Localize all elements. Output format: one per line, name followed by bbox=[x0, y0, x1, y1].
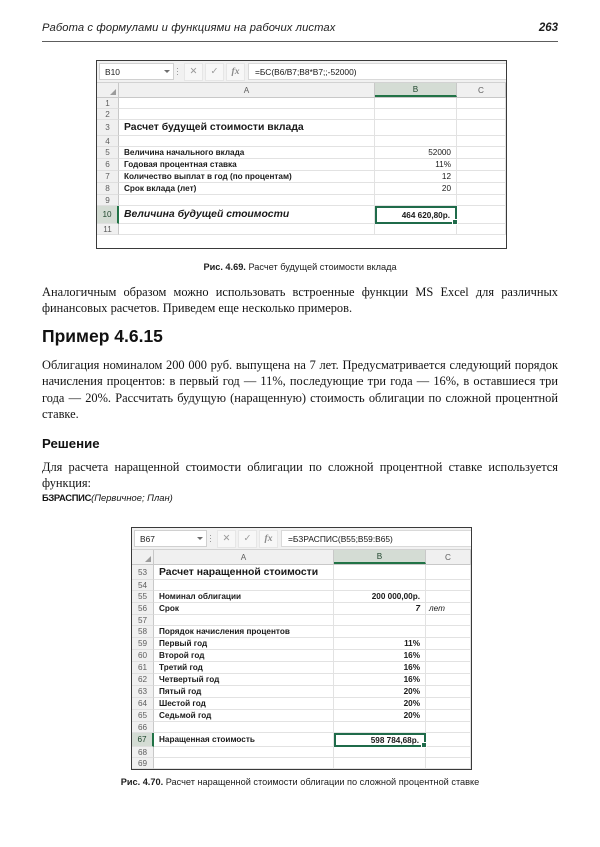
row-header[interactable]: 58 bbox=[132, 626, 154, 638]
insert-function-icon[interactable]: fx bbox=[259, 530, 278, 548]
row-header[interactable]: 63 bbox=[132, 686, 154, 698]
cell-a10[interactable]: Величина будущей стоимости bbox=[119, 206, 375, 224]
select-all-corner[interactable] bbox=[97, 83, 119, 97]
worksheet-row[interactable] bbox=[132, 662, 471, 674]
figure-caption-2-label: Рис. 4.70. bbox=[120, 777, 164, 787]
column-header-a[interactable]: A bbox=[119, 83, 375, 97]
cell-a59[interactable]: Первый год bbox=[154, 638, 334, 650]
column-header-b[interactable]: B bbox=[334, 550, 426, 564]
cell-a55[interactable]: Номинал облигации bbox=[154, 591, 334, 603]
worksheet-row[interactable] bbox=[97, 98, 506, 109]
worksheet-grid[interactable] bbox=[132, 565, 471, 769]
name-box[interactable] bbox=[99, 63, 174, 80]
worksheet-row[interactable] bbox=[97, 109, 506, 120]
cell-b69[interactable] bbox=[334, 758, 426, 769]
cell-c55[interactable] bbox=[426, 591, 471, 603]
cell-c3[interactable] bbox=[457, 120, 506, 136]
function-signature bbox=[42, 492, 558, 503]
cell-a54[interactable] bbox=[154, 580, 334, 591]
cell-c53[interactable] bbox=[426, 565, 471, 580]
cell-b2[interactable] bbox=[375, 109, 457, 120]
row-header[interactable]: 8 bbox=[97, 183, 119, 195]
cell-b53[interactable] bbox=[334, 565, 426, 580]
worksheet-row[interactable] bbox=[132, 710, 471, 722]
select-all-corner[interactable] bbox=[132, 550, 154, 564]
cell-a66[interactable] bbox=[154, 722, 334, 733]
row-header[interactable]: 66 bbox=[132, 722, 154, 733]
column-header-c[interactable]: C bbox=[457, 83, 506, 97]
excel-screenshot-accrued-value bbox=[131, 527, 472, 770]
figure-caption-1-label: Рис. 4.69. bbox=[203, 262, 246, 272]
cell-a64[interactable]: Шестой год bbox=[154, 698, 334, 710]
worksheet-row[interactable] bbox=[132, 758, 471, 769]
row-header[interactable]: 9 bbox=[97, 195, 119, 206]
cancel-icon[interactable]: ✕ bbox=[217, 530, 236, 548]
worksheet-row[interactable] bbox=[132, 733, 471, 747]
cell-b4[interactable] bbox=[375, 136, 457, 147]
row-header[interactable]: 64 bbox=[132, 698, 154, 710]
enter-icon[interactable]: ✓ bbox=[205, 63, 224, 81]
cell-c11[interactable] bbox=[457, 224, 506, 235]
cell-b6[interactable]: 11% bbox=[375, 159, 457, 171]
cell-b8[interactable]: 20 bbox=[375, 183, 457, 195]
row-header[interactable]: 60 bbox=[132, 650, 154, 662]
cell-c2[interactable] bbox=[457, 109, 506, 120]
cell-b3[interactable] bbox=[375, 120, 457, 136]
worksheet-row[interactable] bbox=[132, 747, 471, 758]
cell-c54[interactable] bbox=[426, 580, 471, 591]
column-header-b[interactable]: B bbox=[375, 83, 457, 97]
cell-a6[interactable]: Годовая процентная ставка bbox=[119, 159, 375, 171]
column-header-row bbox=[132, 550, 471, 565]
figure-caption-2-text: Расчет наращенной стоимости облигации по сложной процентной ставке bbox=[165, 777, 480, 787]
cell-b10[interactable]: 464 620,80р. bbox=[375, 206, 457, 224]
enter-icon[interactable]: ✓ bbox=[238, 530, 257, 548]
cell-a53[interactable]: Расчет наращенной стоимости bbox=[154, 565, 334, 580]
worksheet-row[interactable] bbox=[97, 183, 506, 195]
chevron-down-icon[interactable] bbox=[164, 70, 170, 73]
cell-c66[interactable] bbox=[426, 722, 471, 733]
worksheet-row[interactable] bbox=[97, 206, 506, 224]
cell-a58[interactable]: Порядок начисления процентов bbox=[154, 626, 334, 638]
row-header[interactable]: 57 bbox=[132, 615, 154, 626]
worksheet-row[interactable] bbox=[132, 638, 471, 650]
formula-bar-buttons bbox=[181, 61, 248, 82]
worksheet-row[interactable] bbox=[97, 224, 506, 235]
cell-b66[interactable] bbox=[334, 722, 426, 733]
function-name: БЗРАСПИС bbox=[42, 492, 92, 503]
cell-c62[interactable] bbox=[426, 674, 471, 686]
row-header[interactable]: 1 bbox=[97, 98, 119, 109]
cell-b1[interactable] bbox=[375, 98, 457, 109]
row-header[interactable]: 61 bbox=[132, 662, 154, 674]
cell-c5[interactable] bbox=[457, 147, 506, 159]
figure-caption-1-text: Расчет будущей стоимости вклада bbox=[248, 262, 397, 272]
cell-a65[interactable]: Седьмой год bbox=[154, 710, 334, 722]
cell-b65[interactable]: 20% bbox=[334, 710, 426, 722]
formula-bar-handle[interactable] bbox=[174, 61, 181, 82]
cell-b62[interactable]: 16% bbox=[334, 674, 426, 686]
worksheet-grid[interactable] bbox=[97, 98, 506, 235]
cell-b63[interactable]: 20% bbox=[334, 686, 426, 698]
cell-b61[interactable]: 16% bbox=[334, 662, 426, 674]
worksheet-row[interactable] bbox=[97, 195, 506, 206]
paragraph-problem: Облигация номиналом 200 000 руб. выпущена на 7 лет. Предусматривается следующий порядок начисления процентов: в первый год — 11%, последующие три года — 16%, в оставшиеся три года — 20%. Рассчитать будущую (наращенную) стоимость облигации по сложной процентной ставке. bbox=[42, 358, 558, 422]
excel-screenshot-future-value bbox=[96, 60, 507, 249]
column-header-c[interactable]: C bbox=[426, 550, 471, 564]
cell-c64[interactable] bbox=[426, 698, 471, 710]
cell-a9[interactable] bbox=[119, 195, 375, 206]
cell-c58[interactable] bbox=[426, 626, 471, 638]
worksheet-row[interactable] bbox=[132, 591, 471, 603]
cell-c59[interactable] bbox=[426, 638, 471, 650]
cell-c6[interactable] bbox=[457, 159, 506, 171]
cancel-icon[interactable]: ✕ bbox=[184, 63, 203, 81]
row-header[interactable]: 5 bbox=[97, 147, 119, 159]
cell-c63[interactable] bbox=[426, 686, 471, 698]
worksheet-row[interactable] bbox=[132, 650, 471, 662]
row-header[interactable]: 55 bbox=[132, 591, 154, 603]
formula-bar bbox=[132, 528, 471, 550]
row-header[interactable]: 3 bbox=[97, 120, 119, 136]
cell-a63[interactable]: Пятый год bbox=[154, 686, 334, 698]
cell-b68[interactable] bbox=[334, 747, 426, 758]
cell-a11[interactable] bbox=[119, 224, 375, 235]
insert-function-icon[interactable]: fx bbox=[226, 63, 245, 81]
cell-a60[interactable]: Второй год bbox=[154, 650, 334, 662]
paragraph-solution: Для расчета наращенной стоимости облигации по сложной процентной ставке используется функция: bbox=[42, 460, 558, 491]
cell-c7[interactable] bbox=[457, 171, 506, 183]
worksheet-row[interactable] bbox=[97, 136, 506, 147]
row-header[interactable]: 11 bbox=[97, 224, 119, 235]
worksheet-row[interactable] bbox=[97, 147, 506, 159]
row-header[interactable]: 2 bbox=[97, 109, 119, 120]
cell-a62[interactable]: Четвертый год bbox=[154, 674, 334, 686]
cell-b58[interactable] bbox=[334, 626, 426, 638]
cell-b67[interactable]: 598 784,68р. bbox=[334, 733, 426, 747]
worksheet-row[interactable] bbox=[132, 722, 471, 733]
heading-example: Пример 4.6.15 bbox=[42, 326, 163, 346]
row-header[interactable]: 65 bbox=[132, 710, 154, 722]
cell-c4[interactable] bbox=[457, 136, 506, 147]
worksheet-row[interactable] bbox=[97, 171, 506, 183]
cell-b60[interactable]: 16% bbox=[334, 650, 426, 662]
chevron-down-icon[interactable] bbox=[197, 537, 203, 540]
cell-b7[interactable]: 12 bbox=[375, 171, 457, 183]
cell-a61[interactable]: Третий год bbox=[154, 662, 334, 674]
worksheet-row[interactable] bbox=[97, 159, 506, 171]
row-header[interactable]: 10 bbox=[97, 206, 119, 224]
cell-a57[interactable] bbox=[154, 615, 334, 626]
cell-b64[interactable]: 20% bbox=[334, 698, 426, 710]
cell-b54[interactable] bbox=[334, 580, 426, 591]
worksheet-row[interactable] bbox=[132, 626, 471, 638]
name-box[interactable] bbox=[134, 530, 207, 547]
worksheet-row[interactable] bbox=[132, 580, 471, 591]
column-header-row bbox=[97, 83, 506, 98]
cell-b57[interactable] bbox=[334, 615, 426, 626]
row-header[interactable]: 7 bbox=[97, 171, 119, 183]
row-header[interactable]: 6 bbox=[97, 159, 119, 171]
running-head-title: Работа с формулами и функциями на рабочих листах bbox=[42, 22, 336, 34]
worksheet-row[interactable] bbox=[132, 565, 471, 580]
column-header-a[interactable]: A bbox=[154, 550, 334, 564]
cell-a2[interactable] bbox=[119, 109, 375, 120]
formula-input[interactable]: =БЗРАСПИС(B55;B59:B65) bbox=[281, 530, 471, 547]
cell-a8[interactable]: Срок вклада (лет) bbox=[119, 183, 375, 195]
cell-b11[interactable] bbox=[375, 224, 457, 235]
function-arguments: (Первичное; План) bbox=[91, 492, 173, 503]
row-header[interactable]: 54 bbox=[132, 580, 154, 591]
cell-a4[interactable] bbox=[119, 136, 375, 147]
worksheet-row[interactable] bbox=[132, 686, 471, 698]
cell-c68[interactable] bbox=[426, 747, 471, 758]
row-header[interactable]: 68 bbox=[132, 747, 154, 758]
cell-c1[interactable] bbox=[457, 98, 506, 109]
row-header[interactable]: 53 bbox=[132, 565, 154, 580]
worksheet-row[interactable] bbox=[97, 120, 506, 136]
name-box-value: B67 bbox=[140, 533, 155, 544]
cell-a5[interactable]: Величина начального вклада bbox=[119, 147, 375, 159]
cell-c56[interactable]: лет bbox=[426, 603, 471, 615]
cell-a1[interactable] bbox=[119, 98, 375, 109]
formula-bar-handle[interactable] bbox=[207, 528, 214, 549]
cell-b59[interactable]: 11% bbox=[334, 638, 426, 650]
cell-a69[interactable] bbox=[154, 758, 334, 769]
cell-c8[interactable] bbox=[457, 183, 506, 195]
cell-c10[interactable] bbox=[457, 206, 506, 224]
cell-b56[interactable]: 7 bbox=[334, 603, 426, 615]
cell-c65[interactable] bbox=[426, 710, 471, 722]
paragraph-intro: Аналогичным образом можно использовать встроенные функции MS Excel для различных финансовых расчетов. Приведем еще несколько примеров. bbox=[42, 285, 558, 316]
cell-a7[interactable]: Количество выплат в год (по процентам) bbox=[119, 171, 375, 183]
row-header[interactable]: 56 bbox=[132, 603, 154, 615]
formula-input[interactable]: =БС(B6/B7;B8*B7;;-52000) bbox=[248, 63, 506, 80]
cell-a67[interactable]: Наращенная стоимость bbox=[154, 733, 334, 747]
worksheet-row[interactable] bbox=[132, 615, 471, 626]
cell-c60[interactable] bbox=[426, 650, 471, 662]
row-header[interactable]: 69 bbox=[132, 758, 154, 769]
page-number: 263 bbox=[538, 22, 558, 34]
cell-a3[interactable]: Расчет будущей стоимости вклада bbox=[119, 120, 375, 136]
row-header[interactable]: 4 bbox=[97, 136, 119, 147]
cell-a68[interactable] bbox=[154, 747, 334, 758]
header-divider bbox=[42, 41, 558, 42]
cell-c67[interactable] bbox=[426, 733, 471, 747]
row-header[interactable]: 62 bbox=[132, 674, 154, 686]
figure-caption-1 bbox=[42, 262, 558, 272]
formula-bar-buttons bbox=[214, 528, 281, 549]
worksheet-row[interactable] bbox=[132, 674, 471, 686]
worksheet-row[interactable] bbox=[132, 603, 471, 615]
heading-solution: Решение bbox=[42, 436, 100, 451]
name-box-value: B10 bbox=[105, 66, 120, 77]
running-head bbox=[42, 22, 558, 34]
worksheet-row[interactable] bbox=[132, 698, 471, 710]
cell-a56[interactable]: Срок bbox=[154, 603, 334, 615]
cell-c57[interactable] bbox=[426, 615, 471, 626]
formula-bar bbox=[97, 61, 506, 83]
row-header[interactable]: 67 bbox=[132, 733, 154, 747]
cell-c9[interactable] bbox=[457, 195, 506, 206]
cell-c61[interactable] bbox=[426, 662, 471, 674]
cell-b5[interactable]: 52000 bbox=[375, 147, 457, 159]
cell-c69[interactable] bbox=[426, 758, 471, 769]
figure-caption-2 bbox=[42, 777, 558, 787]
cell-b9[interactable] bbox=[375, 195, 457, 206]
row-header[interactable]: 59 bbox=[132, 638, 154, 650]
cell-b55[interactable]: 200 000,00р. bbox=[334, 591, 426, 603]
